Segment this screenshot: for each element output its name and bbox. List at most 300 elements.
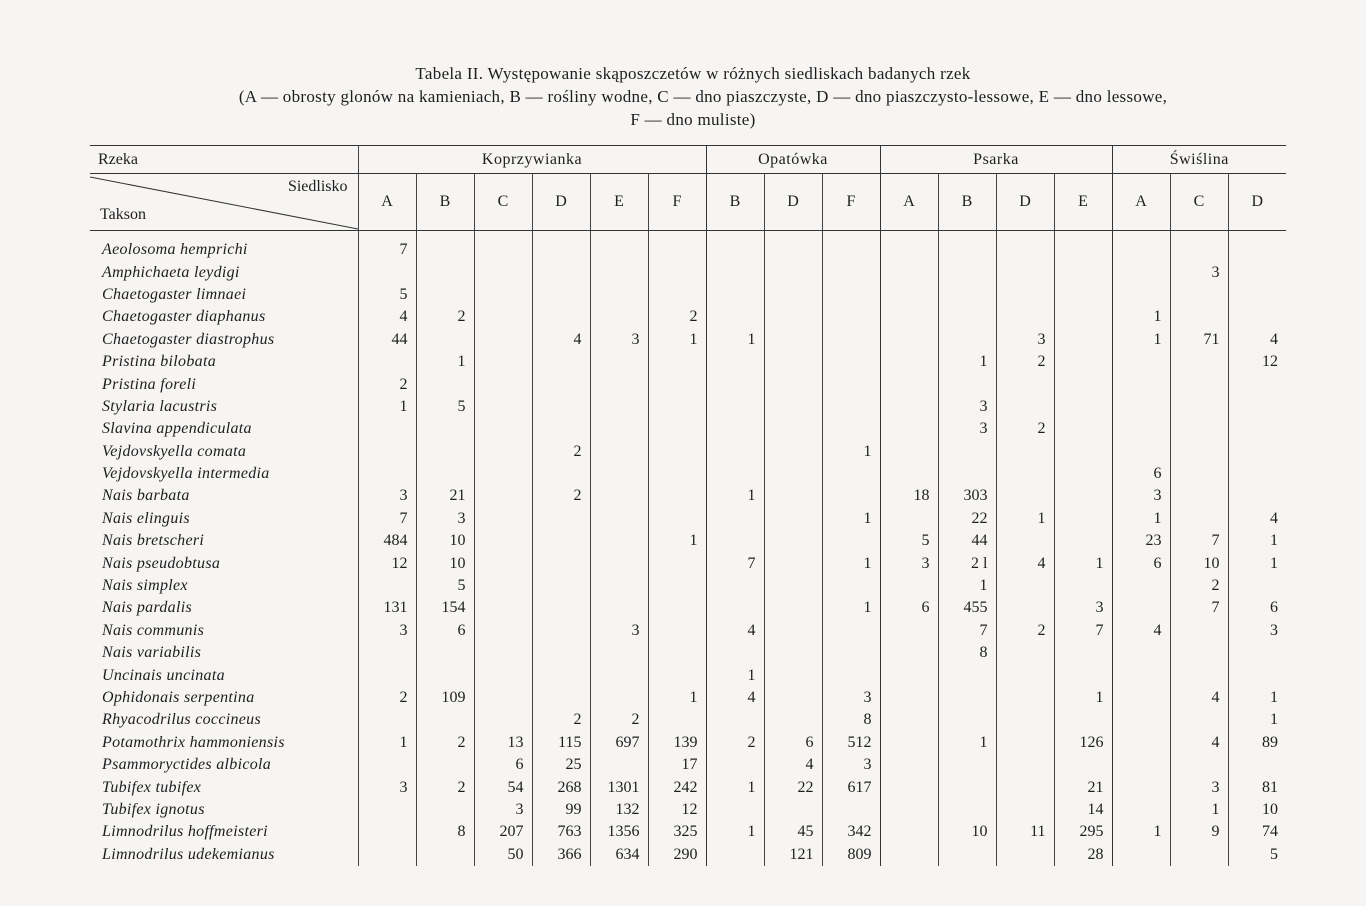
table-row (90, 687, 1286, 709)
count-cell (474, 709, 532, 731)
habitat-col: B (416, 174, 474, 231)
count-cell (648, 261, 706, 283)
count-cell: 6 (880, 597, 938, 619)
count-cell: 4 (1228, 508, 1286, 530)
count-cell: 366 (532, 844, 590, 866)
count-cell (1112, 642, 1170, 664)
count-cell: 12 (648, 799, 706, 821)
count-cell: 50 (474, 844, 532, 866)
count-cell: 617 (822, 776, 880, 798)
count-cell (1112, 732, 1170, 754)
count-cell (1112, 284, 1170, 306)
count-cell: 4 (706, 687, 764, 709)
table-row (90, 642, 1286, 664)
count-cell (474, 508, 532, 530)
count-cell (1054, 508, 1112, 530)
count-cell (1054, 329, 1112, 351)
taxon-name: Pristina bilobata (90, 351, 358, 373)
count-cell (474, 463, 532, 485)
count-cell: 10 (1228, 799, 1286, 821)
river-swislina: Świślina (1112, 146, 1286, 174)
count-cell (706, 284, 764, 306)
count-cell (764, 284, 822, 306)
taxon-name: Limnodrilus hoffmeisteri (90, 821, 358, 843)
count-cell (706, 306, 764, 328)
count-cell (1112, 597, 1170, 619)
count-cell (358, 351, 416, 373)
count-cell (648, 373, 706, 395)
count-cell (996, 732, 1054, 754)
taxon-name: Vejdovskyella comata (90, 441, 358, 463)
count-cell (938, 463, 996, 485)
count-cell: 9 (1170, 821, 1228, 843)
count-cell: 325 (648, 821, 706, 843)
table-row (90, 821, 1286, 843)
count-cell (822, 485, 880, 507)
count-cell: 268 (532, 776, 590, 798)
count-cell (764, 329, 822, 351)
count-cell (648, 642, 706, 664)
count-cell (416, 329, 474, 351)
count-cell (532, 418, 590, 440)
count-cell (1112, 373, 1170, 395)
count-cell (996, 642, 1054, 664)
count-cell: 23 (1112, 530, 1170, 552)
count-cell (474, 351, 532, 373)
count-cell (590, 261, 648, 283)
count-cell: 131 (358, 597, 416, 619)
count-cell: 455 (938, 597, 996, 619)
habitat-col: D (1228, 174, 1286, 231)
count-cell: 3 (590, 620, 648, 642)
count-cell (532, 508, 590, 530)
taxon-name: Potamothrix hammoniensis (90, 732, 358, 754)
count-cell: 763 (532, 821, 590, 843)
taxon-name: Nais barbata (90, 485, 358, 507)
count-cell (1170, 284, 1228, 306)
count-cell (822, 799, 880, 821)
count-cell (474, 284, 532, 306)
count-cell: 8 (416, 821, 474, 843)
count-cell: 1 (1054, 687, 1112, 709)
count-cell (1112, 418, 1170, 440)
count-cell: 2 (532, 709, 590, 731)
count-cell: 295 (1054, 821, 1112, 843)
count-cell (764, 799, 822, 821)
count-cell (474, 485, 532, 507)
habitat-col: C (1170, 174, 1228, 231)
count-cell (648, 284, 706, 306)
count-cell (1228, 664, 1286, 686)
count-cell: 6 (474, 754, 532, 776)
count-cell (1112, 776, 1170, 798)
count-cell (764, 597, 822, 619)
table-row (90, 261, 1286, 283)
table-row (90, 530, 1286, 552)
count-cell: 3 (358, 485, 416, 507)
count-cell (1170, 754, 1228, 776)
count-cell: 74 (1228, 821, 1286, 843)
count-cell: 697 (590, 732, 648, 754)
count-cell (358, 709, 416, 731)
count-cell: 2 (996, 620, 1054, 642)
count-cell (648, 463, 706, 485)
count-cell (764, 373, 822, 395)
count-cell: 6 (416, 620, 474, 642)
count-cell: 18 (880, 485, 938, 507)
count-cell: 809 (822, 844, 880, 866)
count-cell (880, 373, 938, 395)
count-cell: 3 (1170, 776, 1228, 798)
count-cell: 5 (1228, 844, 1286, 866)
count-cell: 5 (416, 575, 474, 597)
habitat-col: F (822, 174, 880, 231)
count-cell (474, 642, 532, 664)
count-cell (416, 463, 474, 485)
table-row (90, 552, 1286, 574)
count-cell (880, 732, 938, 754)
count-cell: 11 (996, 821, 1054, 843)
count-cell (996, 754, 1054, 776)
table-row (90, 664, 1286, 686)
count-cell (474, 530, 532, 552)
count-cell: 1 (648, 687, 706, 709)
count-cell: 4 (1112, 620, 1170, 642)
count-cell (532, 306, 590, 328)
count-cell: 6 (1228, 597, 1286, 619)
count-cell (996, 441, 1054, 463)
count-cell (764, 351, 822, 373)
count-cell: 5 (880, 530, 938, 552)
count-cell (880, 799, 938, 821)
count-cell: 1 (706, 329, 764, 351)
count-cell (706, 351, 764, 373)
takson-label: Takson (100, 206, 146, 223)
taxon-name: Nais variabilis (90, 642, 358, 664)
count-cell (358, 575, 416, 597)
count-cell (474, 441, 532, 463)
count-cell (706, 231, 764, 262)
count-cell: 2 (358, 373, 416, 395)
count-cell: 4 (764, 754, 822, 776)
table-row (90, 441, 1286, 463)
count-cell (1112, 664, 1170, 686)
count-cell (1228, 463, 1286, 485)
count-cell: 2 (648, 306, 706, 328)
count-cell (706, 418, 764, 440)
count-cell: 303 (938, 485, 996, 507)
count-cell (938, 261, 996, 283)
count-cell (706, 396, 764, 418)
count-cell: 71 (1170, 329, 1228, 351)
count-cell: 139 (648, 732, 706, 754)
count-cell (1054, 642, 1112, 664)
count-cell (996, 463, 1054, 485)
habitat-col: A (880, 174, 938, 231)
count-cell: 1 (938, 732, 996, 754)
habitat-col: F (648, 174, 706, 231)
count-cell (706, 754, 764, 776)
count-cell: 1 (938, 575, 996, 597)
count-cell (590, 508, 648, 530)
count-cell (474, 418, 532, 440)
count-cell (822, 306, 880, 328)
taxon-name: Chaetogaster diaphanus (90, 306, 358, 328)
table-row (90, 373, 1286, 395)
count-cell (822, 329, 880, 351)
count-cell (648, 231, 706, 262)
taxon-name: Amphichaeta leydigi (90, 261, 358, 283)
count-cell (1054, 231, 1112, 262)
table-row (90, 776, 1286, 798)
count-cell (1112, 687, 1170, 709)
count-cell: 2 (996, 418, 1054, 440)
occurrence-table (90, 145, 1286, 866)
table-row (90, 575, 1286, 597)
count-cell (416, 844, 474, 866)
count-cell (880, 776, 938, 798)
count-cell (416, 754, 474, 776)
count-cell: 2 (532, 485, 590, 507)
count-cell (880, 575, 938, 597)
count-cell: 1 (648, 329, 706, 351)
habitat-col: B (938, 174, 996, 231)
count-cell (532, 396, 590, 418)
count-cell (590, 552, 648, 574)
count-cell (590, 485, 648, 507)
taxon-name: Stylaria lacustris (90, 396, 358, 418)
habitat-col: C (474, 174, 532, 231)
count-cell (880, 441, 938, 463)
count-cell (822, 575, 880, 597)
count-cell: 154 (416, 597, 474, 619)
table-title: Tabela II. Występowanie skąposzczetów w różnych siedliskach badanych rzek (415, 64, 971, 83)
count-cell (706, 441, 764, 463)
count-cell (648, 664, 706, 686)
count-cell (764, 441, 822, 463)
count-cell (1170, 620, 1228, 642)
count-cell (532, 642, 590, 664)
rzeka-header: Rzeka (90, 146, 358, 174)
count-cell (706, 530, 764, 552)
count-cell (996, 575, 1054, 597)
count-cell (590, 642, 648, 664)
count-cell (1112, 575, 1170, 597)
count-cell: 1 (822, 597, 880, 619)
count-cell (416, 231, 474, 262)
count-cell (358, 754, 416, 776)
count-cell: 1 (1054, 552, 1112, 574)
count-cell: 1 (416, 351, 474, 373)
count-cell (938, 754, 996, 776)
count-cell (764, 664, 822, 686)
count-cell (1054, 373, 1112, 395)
count-cell (590, 418, 648, 440)
count-cell: 10 (1170, 552, 1228, 574)
count-cell (1112, 441, 1170, 463)
table-legend-line2: F — dno muliste) (630, 110, 756, 129)
count-cell (532, 351, 590, 373)
count-cell (1054, 664, 1112, 686)
count-cell (590, 664, 648, 686)
river-koprzywianka: Koprzywianka (358, 146, 706, 174)
count-cell: 7 (358, 231, 416, 262)
count-cell (532, 552, 590, 574)
count-cell (996, 306, 1054, 328)
count-cell: 1 (822, 441, 880, 463)
count-cell (474, 261, 532, 283)
river-opatowka: Opatówka (706, 146, 880, 174)
count-cell (416, 799, 474, 821)
taxon-name: Ophidonais serpentina (90, 687, 358, 709)
count-cell (996, 231, 1054, 262)
count-cell (1054, 530, 1112, 552)
count-cell (996, 485, 1054, 507)
habitat-header-row (90, 174, 1286, 231)
count-cell (706, 844, 764, 866)
count-cell (474, 664, 532, 686)
taxon-name: Nais communis (90, 620, 358, 642)
count-cell (474, 306, 532, 328)
count-cell: 1 (822, 552, 880, 574)
count-cell: 45 (764, 821, 822, 843)
count-cell (1054, 575, 1112, 597)
count-cell (880, 284, 938, 306)
table-row (90, 351, 1286, 373)
count-cell (996, 844, 1054, 866)
count-cell (532, 530, 590, 552)
count-cell (648, 552, 706, 574)
count-cell (590, 575, 648, 597)
count-cell (1112, 709, 1170, 731)
count-cell (648, 709, 706, 731)
count-cell (706, 642, 764, 664)
count-cell: 1 (706, 821, 764, 843)
count-cell: 1 (358, 732, 416, 754)
count-cell (706, 709, 764, 731)
table-row (90, 799, 1286, 821)
count-cell (590, 231, 648, 262)
count-cell (1054, 754, 1112, 776)
count-cell: 2 (996, 351, 1054, 373)
count-cell (938, 844, 996, 866)
count-cell: 1 (1228, 687, 1286, 709)
count-cell (938, 776, 996, 798)
count-cell: 22 (764, 776, 822, 798)
count-cell (474, 396, 532, 418)
count-cell (590, 306, 648, 328)
count-cell (532, 575, 590, 597)
count-cell (880, 463, 938, 485)
count-cell (416, 709, 474, 731)
count-cell (822, 418, 880, 440)
count-cell (1170, 418, 1228, 440)
count-cell: 22 (938, 508, 996, 530)
table-body (90, 231, 1286, 866)
count-cell: 4 (358, 306, 416, 328)
count-cell (474, 373, 532, 395)
count-cell (880, 754, 938, 776)
count-cell: 4 (1228, 329, 1286, 351)
count-cell: 3 (938, 418, 996, 440)
count-cell (1054, 396, 1112, 418)
count-cell (996, 373, 1054, 395)
count-cell (1170, 441, 1228, 463)
table-row (90, 418, 1286, 440)
count-cell: 3 (822, 687, 880, 709)
count-cell (764, 642, 822, 664)
count-cell: 1 (1112, 508, 1170, 530)
count-cell: 1 (1228, 552, 1286, 574)
table-row (90, 754, 1286, 776)
count-cell: 89 (1228, 732, 1286, 754)
count-cell (822, 261, 880, 283)
count-cell (1228, 418, 1286, 440)
count-cell (938, 664, 996, 686)
count-cell (532, 373, 590, 395)
count-cell (996, 530, 1054, 552)
count-cell (1054, 441, 1112, 463)
count-cell (822, 620, 880, 642)
count-cell: 1 (1170, 799, 1228, 821)
count-cell (416, 664, 474, 686)
count-cell (474, 329, 532, 351)
taxon-name: Nais simplex (90, 575, 358, 597)
count-cell (416, 642, 474, 664)
count-cell: 290 (648, 844, 706, 866)
count-cell (938, 231, 996, 262)
count-cell: 5 (416, 396, 474, 418)
table-row (90, 329, 1286, 351)
count-cell: 1 (648, 530, 706, 552)
count-cell (416, 441, 474, 463)
count-cell (532, 231, 590, 262)
taxon-name: Psammoryctides albicola (90, 754, 358, 776)
count-cell: 28 (1054, 844, 1112, 866)
count-cell (1170, 485, 1228, 507)
habitat-col: E (1054, 174, 1112, 231)
count-cell (1170, 508, 1228, 530)
count-cell: 207 (474, 821, 532, 843)
count-cell: 2 (416, 306, 474, 328)
count-cell (1170, 463, 1228, 485)
count-cell: 6 (1112, 552, 1170, 574)
count-cell (764, 396, 822, 418)
count-cell: 4 (996, 552, 1054, 574)
count-cell (358, 261, 416, 283)
habitat-col: D (996, 174, 1054, 231)
count-cell (416, 373, 474, 395)
count-cell (764, 231, 822, 262)
count-cell (706, 597, 764, 619)
count-cell: 7 (1054, 620, 1112, 642)
count-cell (474, 687, 532, 709)
count-cell (880, 709, 938, 731)
count-cell: 7 (706, 552, 764, 574)
table-row (90, 306, 1286, 328)
count-cell: 6 (764, 732, 822, 754)
count-cell (764, 418, 822, 440)
taxon-name: Nais pardalis (90, 597, 358, 619)
count-cell: 1 (706, 664, 764, 686)
count-cell: 2 (358, 687, 416, 709)
habitat-col: D (532, 174, 590, 231)
count-cell (1054, 284, 1112, 306)
count-cell: 3 (938, 396, 996, 418)
count-cell (590, 687, 648, 709)
habitat-col: E (590, 174, 648, 231)
count-cell (822, 642, 880, 664)
